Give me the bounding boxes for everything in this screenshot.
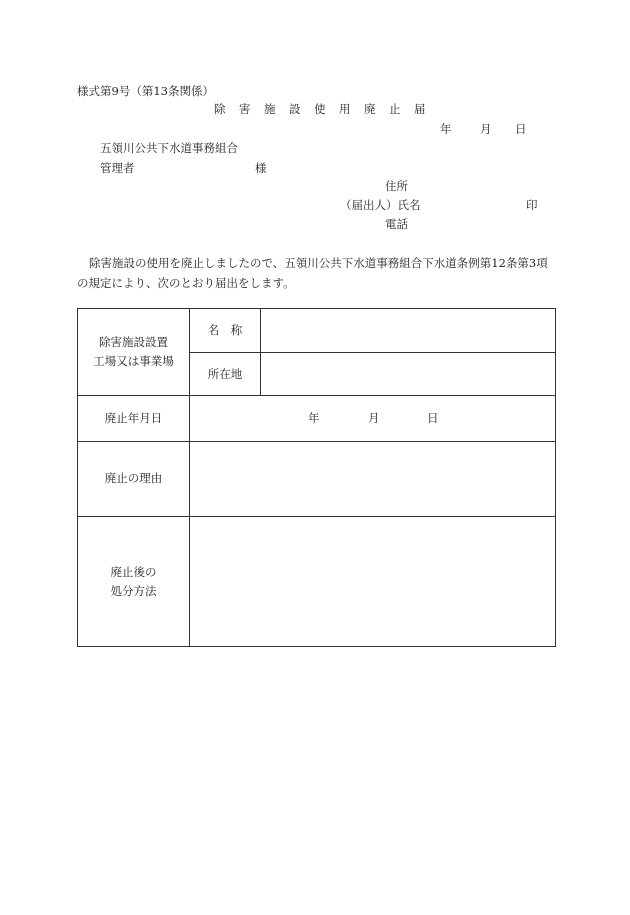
date-day: 日 — [515, 122, 527, 136]
applicant-name-label: （届出人）氏名 — [340, 198, 421, 212]
facility-group-label — [78, 333, 189, 371]
document-title — [214, 104, 439, 116]
date-month: 月 — [480, 122, 492, 136]
disposal-method-label-line1: 廃止後の — [110, 565, 157, 579]
facility-location-label: 所在地 — [207, 367, 243, 381]
disposal-method-field[interactable] — [190, 517, 555, 646]
address-label: 住所 — [385, 179, 408, 193]
title-char: 除 — [214, 102, 226, 116]
title-char: 設 — [289, 102, 301, 116]
abolition-date-day: 日 — [427, 411, 439, 425]
abolition-date-year: 年 — [308, 411, 320, 425]
abolition-date-label: 廃止年月日 — [104, 411, 163, 425]
facility-location-field[interactable] — [261, 353, 555, 395]
addressee-organization: 五領川公共下水道事務組合 — [100, 141, 238, 155]
title-char: 使 — [314, 102, 326, 116]
title-char: 施 — [264, 102, 276, 116]
title-char: 届 — [414, 102, 426, 116]
submission-date — [440, 124, 527, 136]
notification-table — [77, 308, 556, 647]
addressee-honorific: 様 — [255, 161, 267, 175]
abolition-date-field[interactable] — [190, 396, 555, 441]
abolition-reason-field[interactable] — [190, 442, 555, 516]
disposal-method-label — [78, 563, 189, 601]
title-char: 害 — [239, 102, 251, 116]
phone-label: 電話 — [385, 217, 408, 231]
facility-group-label-line2: 工場又は事業場 — [93, 354, 174, 368]
date-year: 年 — [440, 122, 452, 136]
addressee-manager: 管理者 — [100, 161, 135, 175]
seal-mark: 印 — [526, 198, 538, 212]
title-char: 用 — [339, 102, 351, 116]
abolition-date-month: 月 — [368, 411, 380, 425]
facility-group-label-line1: 除害施設設置 — [99, 335, 168, 349]
abolition-reason-label: 廃止の理由 — [104, 471, 163, 485]
form-number: 様式第9号（第13条関係） — [77, 84, 214, 98]
title-char: 廃 — [364, 102, 376, 116]
disposal-method-label-line2: 処分方法 — [110, 584, 157, 598]
facility-name-label: 名 称 — [207, 323, 243, 337]
notification-statement: 除害施設の使用を廃止しましたので、五領川公共下水道事務組合下水道条例第12条第3項の規定により、次のとおり届出をします。 — [77, 256, 548, 290]
title-char: 止 — [389, 102, 401, 116]
facility-name-field[interactable] — [261, 309, 555, 352]
